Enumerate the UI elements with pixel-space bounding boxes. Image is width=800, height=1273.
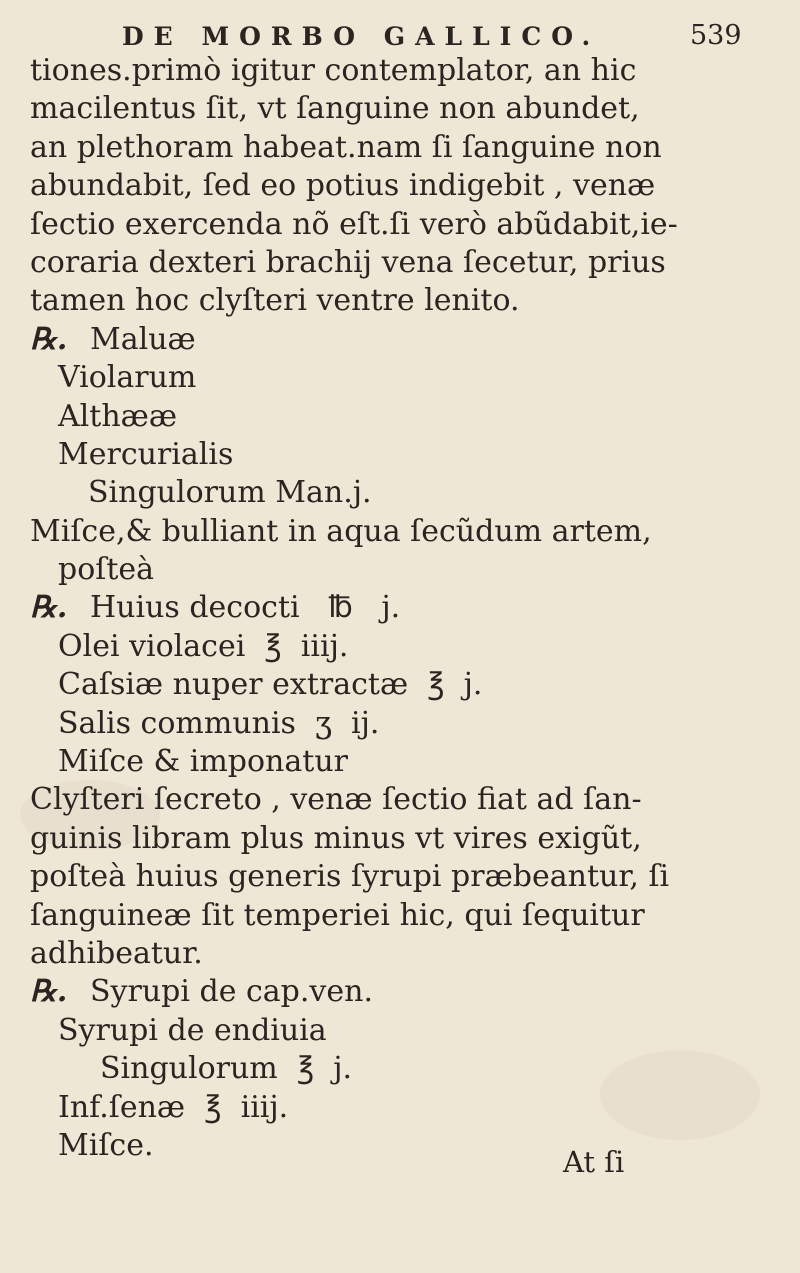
recipe-line [30, 589, 770, 627]
recipe-symbol: ℞. [30, 974, 68, 1010]
page-number: 539 [690, 20, 742, 51]
ingredient: Mercurialis [58, 436, 234, 472]
recipe-line [30, 973, 770, 1011]
instruction: Miſce & imponatur [58, 744, 348, 780]
ingredient: Caſsiæ nuper extractæ ℥ j. [58, 667, 483, 703]
ingredient: Olei violacei ℥ iiij. [58, 628, 349, 664]
text-line: poſteà huius generis ſyrupi præbeantur, ſi [30, 859, 670, 895]
instruction: Miſce,& bulliant in aqua ſecũdum artem, [30, 513, 652, 549]
ingredient: Althææ [58, 398, 178, 434]
ingredient: Syrupi de endiuia [58, 1012, 327, 1048]
text-line: Clyſteri ſecreto , venæ ſectio fiat ad ſan- [30, 782, 642, 818]
running-title: DE MORBO GALLICO. [122, 22, 601, 51]
dose: Singulorum Man.j. [88, 475, 372, 511]
text-line: macilentus ſit, vt ſanguine non abundet, [30, 91, 640, 127]
recipe-symbol: ℞. [30, 590, 68, 626]
text-line: abundabit, ſed eo potius indigebit , venæ [30, 168, 656, 204]
catchword: At ſi [563, 1145, 625, 1179]
text-line: guinis libram plus minus vt vires exigũt, [30, 820, 642, 856]
text-line: tamen hoc clyſteri ventre lenito. [30, 283, 520, 319]
text-line: ſanguineæ ſit temperiei hic, qui ſequitur [30, 897, 645, 933]
page-body [30, 52, 770, 1165]
recipe-symbol: ℞. [30, 321, 68, 357]
recipe-line [30, 321, 770, 359]
text-line: coraria dexteri brachij vena ſecetur, prius [30, 244, 666, 280]
page-header [0, 16, 800, 56]
ingredient: Huius decocti ℔ j. [90, 590, 401, 626]
ingredient: Salis communis ʒ ij. [58, 705, 380, 741]
ingredient: Syrupi de cap.ven. [90, 974, 373, 1010]
instruction: Miſce. [58, 1127, 154, 1163]
instruction: poſteà [58, 552, 155, 588]
text-line: an plethoram habeat.nam ſi ſanguine non [30, 129, 662, 165]
ingredient: Inf.ſenæ ℥ iiij. [58, 1089, 289, 1125]
text-line: tiones.primò igitur contemplator, an hic [30, 53, 637, 88]
dose: Singulorum ℥ j. [100, 1051, 353, 1087]
ingredient: Violarum [58, 360, 197, 396]
ingredient: Maluæ [90, 321, 196, 357]
text-line: adhibeatur. [30, 935, 203, 971]
text-line: ſectio exercenda nõ eſt.ſi verò abũdabit,ie- [30, 206, 678, 242]
